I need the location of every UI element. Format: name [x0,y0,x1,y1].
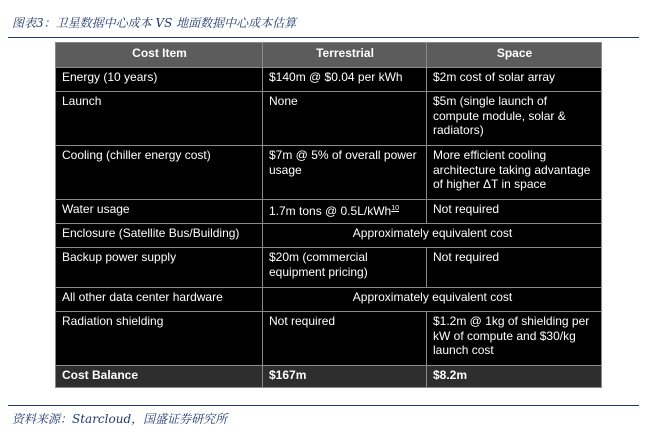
source-divider [8,405,639,406]
cell-terrestrial-text: 1.7m tons @ 0.5L/kWh [269,204,392,218]
cell-terrestrial: $7m @ 5% of overall power usage [263,146,427,200]
cell-merged: Approximately equivalent cost [263,224,602,248]
header-space: Space [427,43,602,68]
cell-terrestrial: $140m @ $0.04 per kWh [263,68,427,92]
table-row [56,92,602,146]
caption-divider [8,37,639,38]
cell-space: Not required [427,248,602,288]
header-cost-item: Cost Item [56,43,263,68]
cell-terrestrial: $167m [263,366,427,388]
cell-item: Enclosure (Satellite Bus/Building) [56,224,263,248]
table-row [56,200,602,224]
table-row [56,288,602,312]
cell-space: Not required [427,200,602,224]
table-row [56,224,602,248]
cell-terrestrial: Not required [263,312,427,366]
footnote-ref: 10 [391,205,400,212]
cell-space: More efficient cooling architecture taking advantage of higher ΔT in space [427,146,602,200]
header-terrestrial: Terrestrial [263,43,427,68]
source-note: 资料来源：Starcloud，国盛证券研究所 [12,412,228,426]
cell-item: Cost Balance [56,366,263,388]
cell-item: Launch [56,92,263,146]
cell-merged: Approximately equivalent cost [263,288,602,312]
table-footer-row [56,366,602,388]
table-row [56,68,602,92]
cost-comparison-table-container [55,42,601,388]
cell-item: Water usage [56,200,263,224]
table-row [56,146,602,200]
cell-terrestrial: None [263,92,427,146]
figure-caption: 图表3：卫星数据中心成本 VS 地面数据中心成本估算 [12,16,297,30]
cost-comparison-table [55,42,602,388]
cell-item: Cooling (chiller energy cost) [56,146,263,200]
cell-item: All other data center hardware [56,288,263,312]
cell-item: Energy (10 years) [56,68,263,92]
table-row [56,312,602,366]
table-header-row [56,43,602,68]
cell-terrestrial [263,200,427,224]
cell-space: $5m (single launch of compute module, solar & radiators) [427,92,602,146]
cell-item: Backup power supply [56,248,263,288]
cell-space: $2m cost of solar array [427,68,602,92]
cell-terrestrial: $20m (commercial equipment pricing) [263,248,427,288]
cell-space: $8.2m [427,366,602,388]
cell-space: $1.2m @ 1kg of shielding per kW of compute and $30/kg launch cost [427,312,602,366]
cell-item: Radiation shielding [56,312,263,366]
table-row [56,248,602,288]
